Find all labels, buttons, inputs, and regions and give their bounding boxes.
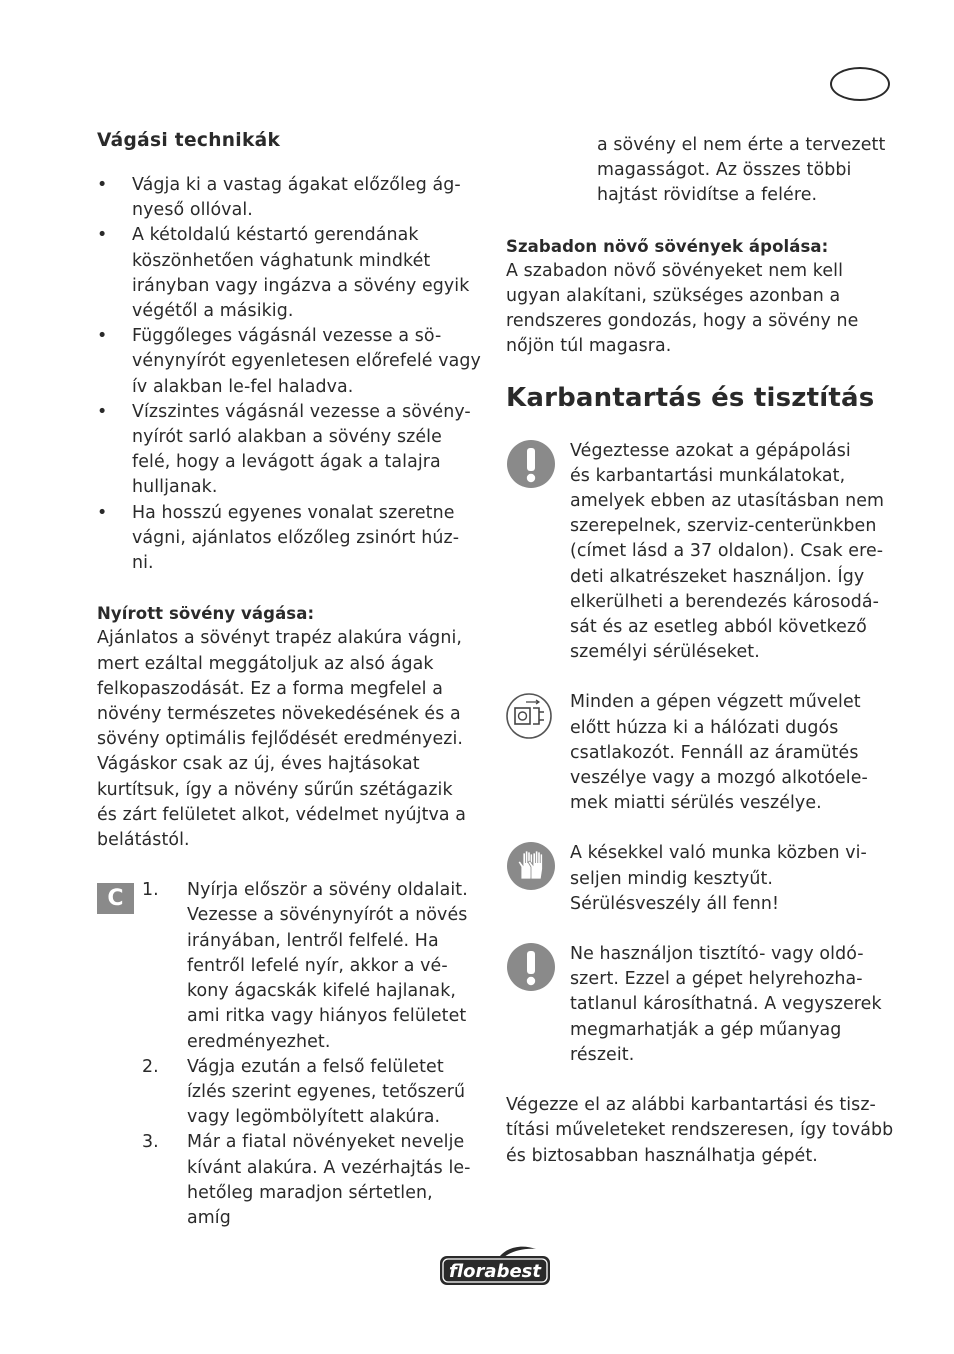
step-number: 2. <box>142 1056 159 1077</box>
trimmed-hedge-paragraph: Ajánlatos a sövényt trapéz alakúra vágni, mert ezáltal meggátoljuk az alsó ágak felkopaszodását. Ez a forma megfelel a növény természetes növekedésének és a sövény optimális fejlődését eredményezi. Vágáskor csak az új, éves hajtásokat kurtítsuk, így a növény sűrűn szétágazik és zárt felületet alkot, védelmet nyújtva a belátástól. <box>97 628 467 851</box>
step-item <box>97 1130 482 1231</box>
section-title-maintenance: Karbantartás és tisztítás <box>506 382 875 413</box>
notice-unplug <box>506 690 896 816</box>
step-text: Vágja ezután a felső felületet ízlés szerint egyenes, tetőszerű vagy legömbölyített alakúra. <box>187 1056 466 1128</box>
step-number: 3. <box>142 1132 159 1153</box>
list-item-text: A kétoldalú késtartó gerendának köszönhetően vághatunk mindkét irányban vagy ingázva a sövény egyik végétől a másikig. <box>132 225 470 322</box>
free-hedge-paragraph: A szabadon növő sövényeket nem kell ugyan alakítani, szükséges azonban a rendszeres gondozás, hogy a sövény ne nőjön túl magasra. <box>506 260 859 357</box>
notice-text: Ne használjon tisztító- vagy oldó- szert. Ezzel a gépet helyrehozha- tatlanul károsíthatná. A vegyszerek megmarhatják a gép műanyag részeit. <box>570 944 882 1065</box>
step-item <box>97 878 482 1054</box>
list-item-text: Vágja ki a vastag ágakat előzőleg ág- nyeső ollóval. <box>132 175 461 221</box>
notice-text: Végeztesse azokat a gépápolási és karbantartási munkálatokat, amelyek ebben az utasításban nem szerepelnek, szerviz-centerünkben (címet lásd a 37 oldalon). Csak ere- deti alkatrészeket használjon. Így elkerülheti a berendezés károsodá- sát és az esetleg abból következő személyi sérüléseket. <box>570 440 885 663</box>
list-item: • Vágja ki a vastag ágakat előzőleg ág- nyeső ollóval. <box>97 175 461 221</box>
step-text: Nyírja először a sövény oldalait. Vezesse a sövénynyírót a növés irányában, lentről felfelé. Ha fentről lefelé nyír, akkor a vé- kony ágacskák kifelé hajlanak, ami ritka vagy hiányos felületet eredményezhet. <box>187 880 468 1052</box>
steps-block <box>97 878 482 1231</box>
list-item-text: Függőleges vágásnál vezesse a sö- vénynyírót egyenletesen előrefelé vagy ív alakban le-fel haladva. <box>132 326 481 397</box>
step-text: Már a fiatal növényeket nevelje kívánt alakúra. A vezérhajtás le- hetőleg maradjon sértetlen, amíg <box>187 1132 471 1228</box>
figure-ref-c: C <box>97 883 134 914</box>
list-item: • Ha hosszú egyenes vonalat szeretne vágni, ajánlatos előzőleg zsinórt húz- ni. <box>97 502 460 574</box>
closing-paragraph: Végezze el az alábbi karbantartási és tisz- títási műveleteket rendszeresen, így tovább és biztosabban használhatja gépét. <box>506 1095 894 1166</box>
left-column <box>97 128 482 1231</box>
notice-service <box>506 439 896 666</box>
step-item <box>97 1055 482 1131</box>
list-item: • A kétoldalú késtartó gerendának köszönhetően vághatunk mindkét irányban vagy ingázva a sövény egyik végétől a másikig. <box>97 225 470 322</box>
logo-text: florabest <box>449 1261 541 1282</box>
heading-free-hedge: Szabadon növő sövények ápolása: <box>506 236 829 256</box>
unplug-icon <box>506 693 552 739</box>
exclamation-icon <box>506 942 556 992</box>
heading-trimmed-hedge: Nyírott sövény vágása: <box>97 604 315 624</box>
florabest-logo <box>438 1245 552 1291</box>
language-badge <box>830 67 890 101</box>
notice-cleaning <box>506 942 896 1068</box>
exclamation-icon <box>506 439 556 489</box>
gloves-icon <box>506 841 556 891</box>
step3-continuation: a sövény el nem érte a tervezett magasságot. Az összes többi hajtást rövidítse a felére. <box>597 135 886 206</box>
list-item: • Vízszintes vágásnál vezesse a sövény- nyírót sarló alakban a sövény széle felé, hogy a levágott ágak a talajra hulljanak. <box>97 401 471 498</box>
list-item: • Függőleges vágásnál vezesse a sö- vénynyírót egyenletesen előrefelé vagy ív alakban le-fel haladva. <box>97 326 481 397</box>
steps-list <box>97 878 482 1231</box>
notice-text: Minden a gépen végzett művelet előtt húzza ki a hálózati dugós csatlakozót. Fennáll az áramütés veszélye vagy a mozgó alkotóele- mek miatti sérülés veszélye. <box>570 692 868 814</box>
step-number: 1. <box>142 880 159 901</box>
notice-text: A késekkel való munka közben vi- seljen mindig kesztyűt. Sérülésveszély áll fenn! <box>570 843 867 914</box>
list-item-text: Vízszintes vágásnál vezesse a sövény- nyírót sarló alakban a sövény széle felé, hogy a levágott ágak a talajra hulljanak. <box>132 401 471 498</box>
notice-gloves <box>506 841 896 917</box>
technique-list <box>97 173 482 576</box>
right-column <box>506 133 896 1169</box>
heading-cutting-techniques: Vágási technikák <box>97 130 281 151</box>
list-item-text: Ha hosszú egyenes vonalat szeretne vágni, ajánlatos előzőleg zsinórt húz- ni. <box>132 502 460 574</box>
